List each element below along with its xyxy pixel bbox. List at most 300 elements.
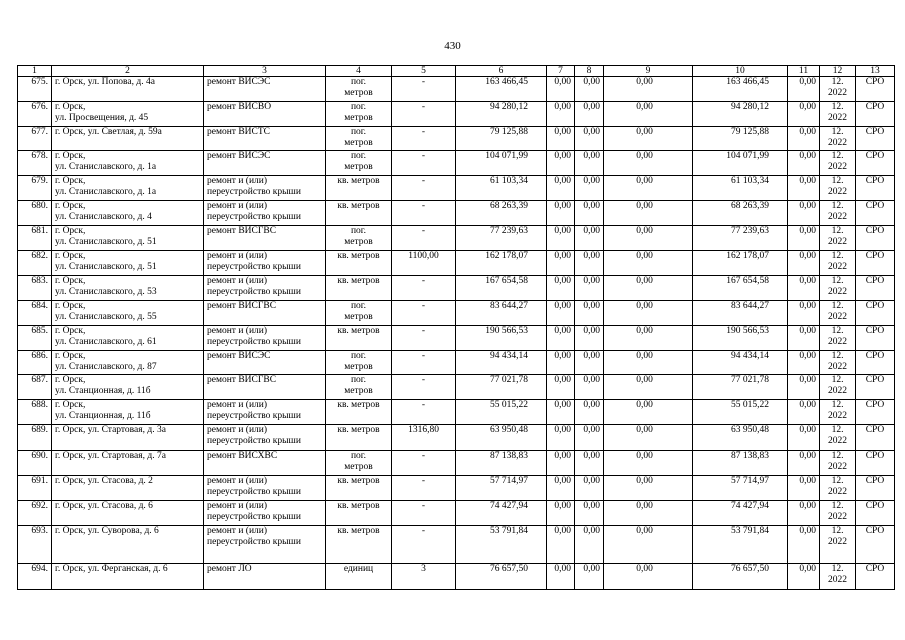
total-cost-cell-text: 68 263,39 [490,201,528,211]
zero-cell-text: 0,00 [636,226,653,236]
unit-cell [326,176,392,201]
unit-cell [326,127,392,151]
address-cell-text: ул. Просвещения, д. 45 [55,113,149,123]
row-number-cell-text: 677. [31,127,48,137]
total-cost-cell-text: 94 434,14 [490,351,528,361]
zero-cell [788,351,820,375]
address-cell-text: ул. Станционная, д. 11б [55,386,151,396]
quantity-cell [392,176,456,201]
address-cell [52,276,204,301]
date-cell [820,451,856,476]
zero-cell [604,251,693,276]
quantity-cell [392,425,456,451]
zero-cell-text: 0,00 [583,127,600,137]
zero-cell [575,451,604,476]
zero-cell [788,77,820,102]
column-number-cell: 8 [575,66,604,77]
column-number-cell: 11 [788,66,820,77]
address-cell-text: ул. Станиславского, д. 87 [55,362,157,372]
unit-cell [326,501,392,526]
fund-sum-cell [693,425,788,451]
quantity-cell-text: 3 [421,564,426,574]
total-cost-cell-text: 53 791,84 [490,526,528,536]
source-cell [856,476,895,501]
zero-cell [788,276,820,301]
unit-cell-text: метров [344,88,373,98]
column-number-cell: 6 [456,66,547,77]
row-number-cell [18,351,52,375]
table-row [18,451,895,476]
date-cell-text: 12. [831,176,844,186]
unit-cell [326,451,392,476]
quantity-cell-text: - [421,102,426,112]
date-cell-text: 12. [831,226,844,236]
zero-cell [575,351,604,375]
date-cell [820,251,856,276]
work-type-cell-text: ремонт ВИСЭС [207,77,271,87]
zero-cell [575,476,604,501]
date-cell [820,400,856,425]
work-type-cell-text: переустройство крыши [207,537,301,547]
fund-sum-cell-text: 162 178,07 [726,251,769,261]
zero-cell-text: 0,00 [554,151,571,161]
address-cell [52,102,204,127]
zero-cell-text: 0,00 [554,127,571,137]
quantity-cell-text: - [421,400,426,410]
unit-cell [326,226,392,251]
date-cell-text: 2022 [828,487,847,497]
fund-sum-cell-text: 83 644,27 [731,301,769,311]
zero-cell [604,127,693,151]
zero-cell [575,526,604,564]
work-type-cell-text: ремонт ВИСХВС [207,451,278,461]
zero-cell-text: 0,00 [636,501,653,511]
date-cell-text: 2022 [828,512,847,522]
total-cost-cell [456,564,547,590]
source-cell-text: СРО [865,151,885,161]
zero-cell [575,400,604,425]
zero-cell [788,326,820,351]
fund-sum-cell [693,176,788,201]
row-number-cell [18,400,52,425]
unit-cell [326,351,392,375]
zero-cell [788,226,820,251]
address-cell [52,176,204,201]
zero-cell-text: 0,00 [554,400,571,410]
address-cell-text: ул. Станиславского, д. 53 [55,287,157,297]
table-row [18,77,895,102]
fund-sum-cell-text: 87 138,83 [731,451,769,461]
total-cost-cell [456,176,547,201]
row-number-cell [18,251,52,276]
zero-cell-text: 0,00 [636,526,653,536]
zero-cell-text: 0,00 [636,301,653,311]
row-number-cell-text: 694. [31,564,48,574]
work-type-cell-text: ремонт и (или) [207,201,268,211]
total-cost-cell-text: 87 138,83 [490,451,528,461]
zero-cell-text: 0,00 [583,301,600,311]
column-number-cell: 4 [326,66,392,77]
zero-cell-text: 0,00 [799,301,816,311]
total-cost-cell [456,251,547,276]
total-cost-cell [456,226,547,251]
date-cell-text: 2022 [828,88,847,98]
unit-cell-text: кв. метров [337,176,380,186]
source-cell [856,251,895,276]
address-cell-text: г. Орск, [55,226,86,236]
zero-cell [604,102,693,127]
row-number-cell-text: 692. [31,501,48,511]
date-cell-text: 12. [831,77,844,87]
work-type-cell-text: переустройство крыши [207,262,301,272]
work-type-cell-text: ремонт ВИСТС [207,127,271,137]
quantity-cell [392,326,456,351]
row-number-cell-text: 675. [31,77,48,87]
fund-sum-cell-text: 55 015,22 [731,400,769,410]
address-cell-text: г. Орск, [55,151,86,161]
row-number-cell-text: 676. [31,102,48,112]
quantity-cell [392,501,456,526]
table-row [18,127,895,151]
address-cell-text: ул. Станиславского, д. 51 [55,237,157,247]
address-cell-text: г. Орск, [55,102,86,112]
table-row [18,226,895,251]
zero-cell [575,276,604,301]
date-cell [820,375,856,400]
zero-cell-text: 0,00 [554,501,571,511]
date-cell [820,226,856,251]
quantity-cell-text: 1100,00 [408,251,439,261]
date-cell-text: 2022 [828,575,847,585]
zero-cell [547,276,575,301]
work-type-cell [204,201,326,226]
zero-cell [547,425,575,451]
zero-cell [604,564,693,590]
zero-cell-text: 0,00 [583,526,600,536]
zero-cell-text: 0,00 [636,77,653,87]
zero-cell [575,425,604,451]
fund-sum-cell [693,127,788,151]
row-number-cell [18,476,52,501]
address-cell [52,451,204,476]
total-cost-cell-text: 77 021,78 [490,375,528,385]
fund-sum-cell-text: 53 791,84 [731,526,769,536]
source-cell [856,351,895,375]
zero-cell [575,564,604,590]
column-number-cell: 2 [52,66,204,77]
date-cell-text: 12. [831,326,844,336]
work-type-cell [204,564,326,590]
table-row [18,301,895,326]
row-number-cell [18,127,52,151]
zero-cell [604,176,693,201]
total-cost-cell [456,201,547,226]
address-cell [52,301,204,326]
date-cell-text: 2022 [828,237,847,247]
zero-cell-text: 0,00 [636,564,653,574]
unit-cell-text: метров [344,162,373,172]
column-number-cell: 12 [820,66,856,77]
work-type-cell-text: переустройство крыши [207,512,301,522]
quantity-cell-text: - [421,375,426,385]
fund-sum-cell-text: 57 714,97 [731,476,769,486]
date-cell-text: 2022 [828,337,847,347]
date-cell-text: 12. [831,301,844,311]
zero-cell-text: 0,00 [583,251,600,261]
address-cell [52,151,204,176]
column-number-cell: 13 [856,66,895,77]
zero-cell-text: 0,00 [583,201,600,211]
fund-sum-cell-text: 167 654,58 [726,276,769,286]
table-row [18,476,895,501]
zero-cell-text: 0,00 [583,176,600,186]
fund-sum-cell [693,501,788,526]
zero-cell [547,564,575,590]
quantity-cell-text: - [421,201,426,211]
source-cell [856,375,895,400]
total-cost-cell [456,77,547,102]
row-number-cell [18,226,52,251]
zero-cell-text: 0,00 [583,451,600,461]
address-cell [52,226,204,251]
zero-cell-text: 0,00 [636,151,653,161]
zero-cell [547,151,575,176]
zero-cell [604,501,693,526]
table-row [18,276,895,301]
zero-cell [604,351,693,375]
work-type-cell-text: ремонт и (или) [207,400,268,410]
source-cell [856,77,895,102]
unit-cell-text: кв. метров [337,526,380,536]
address-cell [52,326,204,351]
work-type-cell-text: ремонт и (или) [207,476,268,486]
source-cell-text: СРО [865,564,885,574]
row-number-cell [18,326,52,351]
table-row [18,102,895,127]
zero-cell-text: 0,00 [799,564,816,574]
zero-cell [547,226,575,251]
zero-cell [788,564,820,590]
date-cell [820,526,856,564]
fund-sum-cell [693,400,788,425]
fund-sum-cell [693,326,788,351]
column-number-row [18,66,895,77]
unit-cell-text: кв. метров [337,501,380,511]
unit-cell [326,375,392,400]
date-cell-text: 12. [831,276,844,286]
total-cost-cell-text: 104 071,99 [485,151,528,161]
work-type-cell-text: ремонт и (или) [207,176,268,186]
table-row [18,326,895,351]
unit-cell [326,201,392,226]
fund-sum-cell [693,102,788,127]
work-type-cell [204,351,326,375]
quantity-cell [392,351,456,375]
date-cell-text: 12. [831,451,844,461]
row-number-cell-text: 686. [31,351,48,361]
total-cost-cell [456,276,547,301]
zero-cell-text: 0,00 [799,102,816,112]
zero-cell [575,251,604,276]
source-cell-text: СРО [865,276,885,286]
zero-cell-text: 0,00 [636,351,653,361]
total-cost-cell-text: 190 566,53 [485,326,528,336]
zero-cell [604,526,693,564]
date-cell-text: 2022 [828,187,847,197]
source-cell [856,102,895,127]
column-number-cell: 3 [204,66,326,77]
zero-cell-text: 0,00 [554,476,571,486]
fund-sum-cell-text: 94 280,12 [731,102,769,112]
address-cell-text: г. Орск, ул. Стасова, д. 6 [55,501,153,511]
unit-cell-text: кв. метров [337,201,380,211]
unit-cell-text: единиц [343,564,374,574]
zero-cell-text: 0,00 [554,77,571,87]
zero-cell-text: 0,00 [636,400,653,410]
address-cell [52,77,204,102]
quantity-cell [392,301,456,326]
row-number-cell-text: 680. [31,201,48,211]
zero-cell [547,351,575,375]
zero-cell [604,151,693,176]
column-number-cell: 10 [693,66,788,77]
table-row [18,176,895,201]
zero-cell [547,102,575,127]
zero-cell-text: 0,00 [799,425,816,435]
zero-cell [547,301,575,326]
zero-cell [575,301,604,326]
total-cost-cell [456,102,547,127]
total-cost-cell [456,326,547,351]
work-type-cell [204,476,326,501]
date-cell-text: 2022 [828,436,847,446]
quantity-cell [392,564,456,590]
unit-cell-text: метров [344,312,373,322]
source-cell [856,501,895,526]
work-type-cell-text: переустройство крыши [207,212,301,222]
total-cost-cell-text: 79 125,88 [490,127,528,137]
quantity-cell-text: - [421,127,426,137]
total-cost-cell-text: 167 654,58 [485,276,528,286]
source-cell-text: СРО [865,226,885,236]
address-cell-text: г. Орск, [55,375,86,385]
fund-sum-cell-text: 104 071,99 [726,151,769,161]
fund-sum-cell [693,375,788,400]
zero-cell-text: 0,00 [554,201,571,211]
zero-cell [547,451,575,476]
fund-sum-cell-text: 63 950,48 [731,425,769,435]
zero-cell [788,375,820,400]
fund-sum-cell [693,226,788,251]
total-cost-cell [456,301,547,326]
date-cell [820,151,856,176]
unit-cell-text: метров [344,113,373,123]
date-cell-text: 2022 [828,212,847,222]
row-number-cell [18,375,52,400]
fund-sum-cell-text: 79 125,88 [731,127,769,137]
zero-cell-text: 0,00 [554,526,571,536]
zero-cell [575,326,604,351]
zero-cell [604,451,693,476]
zero-cell-text: 0,00 [554,176,571,186]
fund-sum-cell [693,276,788,301]
table-row [18,351,895,375]
address-cell-text: г. Орск, [55,326,86,336]
source-cell [856,176,895,201]
table-row [18,375,895,400]
source-cell-text: СРО [865,400,885,410]
fund-sum-cell-text: 76 657,50 [731,564,769,574]
source-cell-text: СРО [865,476,885,486]
zero-cell [604,476,693,501]
source-cell-text: СРО [865,451,885,461]
quantity-cell [392,375,456,400]
source-cell-text: СРО [865,77,885,87]
zero-cell-text: 0,00 [554,226,571,236]
source-cell [856,425,895,451]
zero-cell-text: 0,00 [799,451,816,461]
quantity-cell [392,526,456,564]
row-number-cell-text: 689. [31,425,48,435]
total-cost-cell [456,400,547,425]
date-cell-text: 12. [831,400,844,410]
source-cell [856,400,895,425]
source-cell-text: СРО [865,176,885,186]
unit-cell-text: метров [344,237,373,247]
address-cell [52,564,204,590]
work-type-cell-text: ремонт ЛО [207,564,252,574]
address-cell-text: г. Орск, ул. Попова, д. 4а [55,77,155,87]
zero-cell-text: 0,00 [554,251,571,261]
zero-cell-text: 0,00 [583,102,600,112]
source-cell-text: СРО [865,127,885,137]
unit-cell-text: кв. метров [337,276,380,286]
zero-cell-text: 0,00 [554,276,571,286]
unit-cell [326,301,392,326]
source-cell [856,226,895,251]
quantity-cell-text: - [421,351,426,361]
address-cell-text: г. Орск, [55,251,86,261]
row-number-cell [18,451,52,476]
table-row [18,201,895,226]
page-number: 430 [444,40,461,52]
address-cell-text: г. Орск, [55,351,86,361]
row-number-cell-text: 690. [31,451,48,461]
address-cell [52,351,204,375]
zero-cell-text: 0,00 [554,301,571,311]
total-cost-cell [456,151,547,176]
fund-sum-cell [693,201,788,226]
unit-cell [326,251,392,276]
source-cell-text: СРО [865,425,885,435]
work-type-cell-text: ремонт ВИСВО [207,102,272,112]
total-cost-cell-text: 83 644,27 [490,301,528,311]
zero-cell [788,151,820,176]
quantity-cell [392,226,456,251]
address-cell [52,127,204,151]
work-type-cell [204,176,326,201]
work-type-cell [204,451,326,476]
zero-cell-text: 0,00 [799,226,816,236]
zero-cell [604,201,693,226]
address-cell-text: г. Орск, ул. Стасова, д. 2 [55,476,153,486]
quantity-cell-text: - [421,326,426,336]
address-cell [52,375,204,400]
zero-cell [788,102,820,127]
total-cost-cell-text: 76 657,50 [490,564,528,574]
address-cell [52,501,204,526]
zero-cell-text: 0,00 [799,276,816,286]
